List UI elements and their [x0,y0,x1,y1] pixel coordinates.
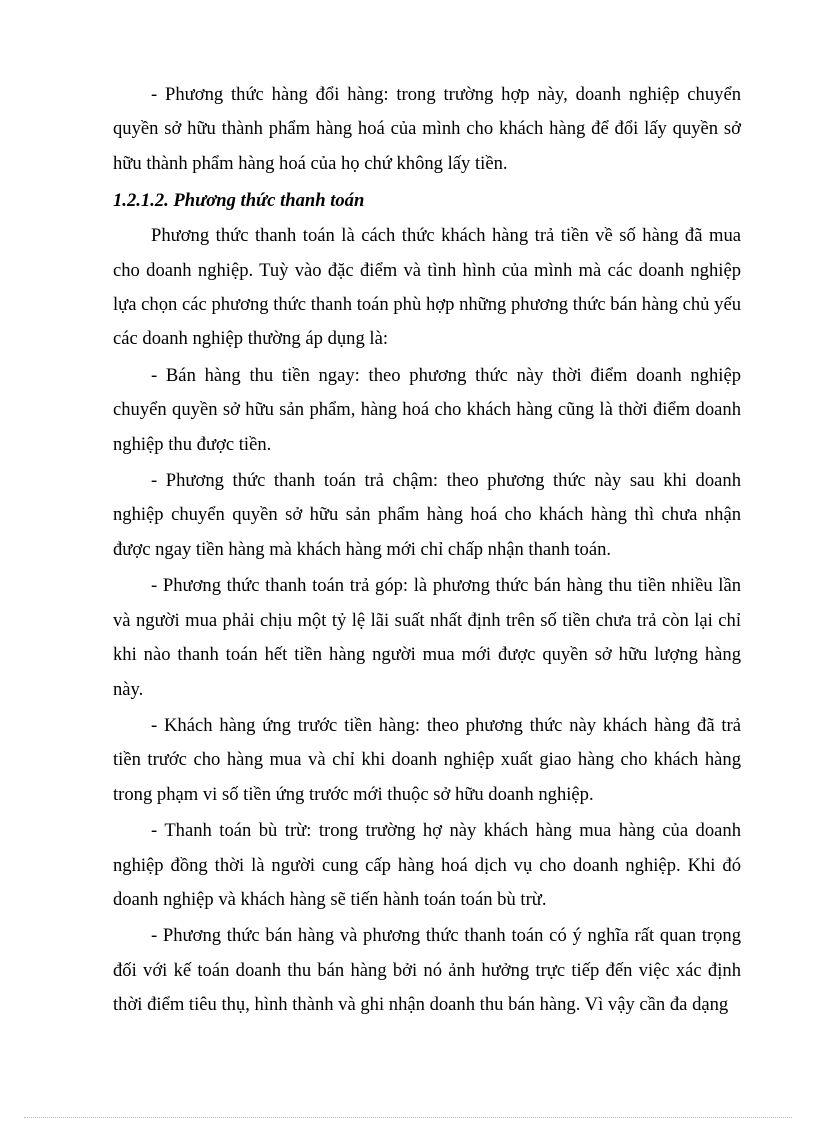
paragraph-pay-now: - Bán hàng thu tiền ngay: theo phương thức này thời điểm doanh nghiệp chuyển quyền sở hữu sản phẩm, hàng hoá cho khách hàng cũng là thời điểm doanh nghiệp thu được tiền. [113,364,741,455]
page-bottom-divider [24,1117,792,1118]
paragraph-deferred: - Phương thức thanh toán trả chậm: theo phương thức này sau khi doanh nghiệp chuyển quyền sở hữu sản phẩm hàng hoá cho khách hàng thì chưa nhận được ngay tiền hàng mà khách hàng mới chỉ chấp nhận thanh toán. [113,470,741,560]
paragraph-importance: - Phương thức bán hàng và phương thức thanh toán có ý nghĩa rất quan trọng đối với kế toán doanh thu bán hàng bởi nó ảnh hưởng trực tiếp đến việc xác định thời điểm tiêu thụ, hình thành và ghi nhận doanh thu bán hàng. Vì vậy cần đa dạng [113,925,741,1016]
paragraph-offset: - Thanh toán bù trừ: trong trường hợ này khách hàng mua hàng của doanh nghiệp đồng thời là người cung cấp hàng hoá dịch vụ cho doanh nghiệp. Khi đó doanh nghiệp và khách hàng sẽ tiến hành toán toán bù trừ. [113,820,741,910]
paragraph-advance: - Khách hàng ứng trước tiền hàng: theo phương thức này khách hàng đã trả tiền trước cho hàng mua và chỉ khi doanh nghiệp xuất giao hàng cho khách hàng trong phạm vi số tiền ứng trước mới thuộc sở hữu doanh nghiệp. [113,714,741,805]
paragraph-barter: - Phương thức hàng đổi hàng: trong trường hợp này, doanh nghiệp chuyển quyền sở hữu thành phẩm hàng hoá của mình cho khách hàng để đổi lấy quyền sở hữu thành phẩm hàng hoá của họ chứ không lấy tiền. [113,84,741,174]
paragraph-intro: Phương thức thanh toán là cách thức khách hàng trả tiền về số hàng đã mua cho doanh nghiệp. Tuỳ vào đặc điểm và tình hình của mình mà các doanh nghiệp lựa chọn các phương thức thanh toán phù hợp những phương thức bán hàng chủ yếu các doanh nghiệp thường áp dụng là: [113,225,741,350]
section-heading: 1.2.1.2. Phương thức thanh toán [113,190,365,212]
document-body [113,78,741,1025]
paragraph-installment: - Phương thức thanh toán trả góp: là phương thức bán hàng thu tiền nhiều lần và người mua phải chịu một tỷ lệ lãi suất nhất định trên số tiền chưa trả còn lại chỉ khi nào thanh toán hết tiền hàng người mua mới được quyền sở hữu lượng hàng này. [113,575,741,700]
